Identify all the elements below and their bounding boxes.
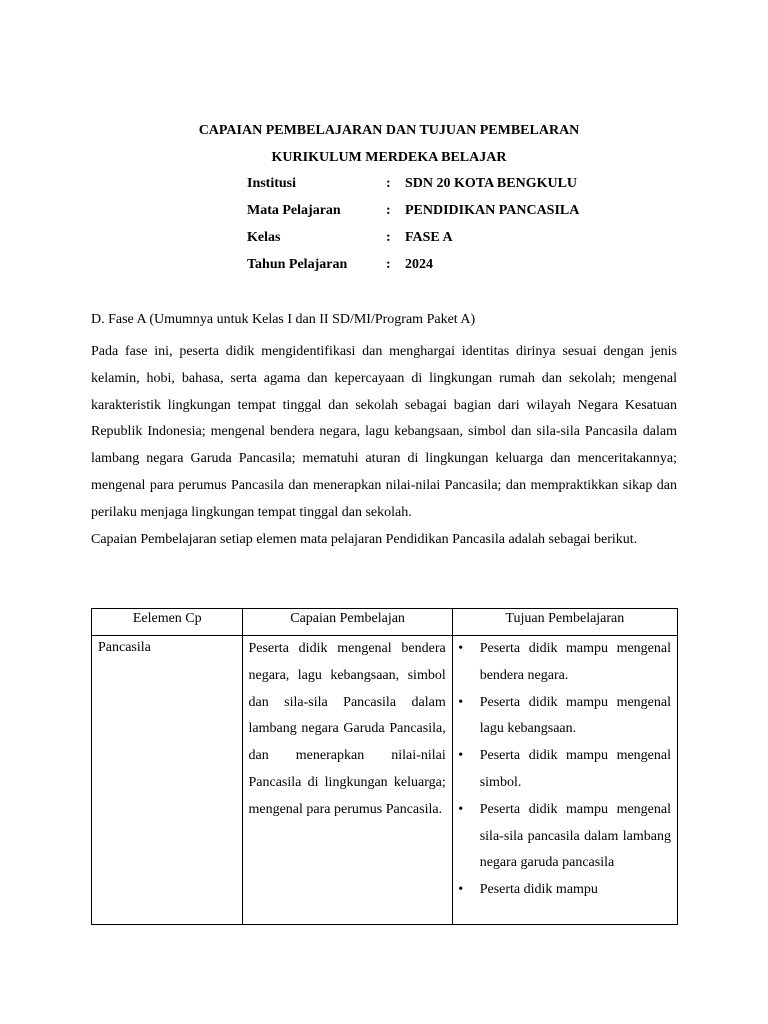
cell-elemen: Pancasila (92, 636, 243, 925)
bullet-icon: • (458, 882, 464, 898)
section-heading: D. Fase A (Umumnya untuk Kelas I dan II SD/MI/Program Paket A) (91, 312, 476, 327)
paragraph: Capaian Pembelajaran setiap elemen mata pelajaran Pendidikan Pancasila adalah sebagai berikut. (91, 531, 638, 547)
info-row-mata-pelajaran (247, 201, 579, 228)
cell-tujuan (452, 636, 677, 925)
info-value: SDN 20 KOTA BENGKULU (405, 176, 578, 191)
column-header-capaian: Capaian Pembelajan (243, 609, 452, 636)
info-colon: : (386, 203, 391, 218)
goal-list (456, 636, 671, 904)
info-value: PENDIDIKAN PANCASILA (405, 203, 580, 218)
info-label: Kelas (247, 230, 281, 245)
document-subtitle: KURIKULUM MERDEKA BELAJAR (271, 150, 507, 165)
info-value: FASE A (405, 230, 453, 245)
table-row (92, 636, 678, 925)
info-colon: : (386, 257, 391, 272)
info-row-tahun-pelajaran (247, 255, 579, 282)
document-title: CAPAIAN PEMBELAJARAN DAN TUJUAN PEMBELARAN (198, 123, 580, 138)
goal-text: Peserta didik mampu mengenal sila-sila pancasila dalam lambang negara garuda pancasila (479, 801, 671, 871)
info-label: Mata Pelajaran (247, 203, 341, 218)
info-row-institusi (247, 174, 579, 201)
column-header-tujuan: Tujuan Pembelajaran (452, 609, 677, 636)
column-header-elemen: Eelemen Cp (92, 609, 243, 636)
goal-text: Peserta didik mampu mengenal lagu kebangsaan. (479, 694, 671, 737)
info-colon: : (386, 230, 391, 245)
bullet-icon: • (458, 694, 464, 710)
bullet-icon: • (458, 641, 464, 656)
info-colon: : (386, 176, 391, 191)
paragraph: Pada fase ini, peserta didik mengidentifikasi dan menghargai identitas dirinya sesuai dengan jenis kelamin, hobi, bahasa, serta agama dan kepercayaan di lingkungan rumah dan sekolah; mengenal karakteristik lingkungan tempat tinggal dan sekolah sebagai bagian dari wilayah Negara Kesatuan Republik Indonesia; mengenal bendera negara, lagu kebangsaan, simbol dan sila-sila Pancasila dalam lambang negara Garuda Pancasila; mematuhi aturan di lingkungan keluarga dan menceritakannya; mengenal para perumus Pancasila dan menerapkan nilai-nilai Pancasila; dan mempraktikkan sikap dan perilaku menjaga lingkungan tempat tinggal dan sekolah. (91, 344, 677, 520)
cp-table (91, 608, 678, 925)
list-item (456, 690, 671, 744)
info-block (247, 174, 579, 282)
goal-text: Peserta didik mampu (479, 882, 598, 898)
list-item (456, 636, 671, 690)
cell-capaian: Peserta didik mengenal bendera negara, lagu kebangsaan, simbol dan sila-sila Pancasila dalam lambang negara Garuda Pancasila, dan menerapkan nilai-nilai Pancasila di lingkungan keluarga; mengenal para perumus Pancasila. (243, 636, 452, 925)
table-header-row (92, 609, 678, 636)
list-item (456, 797, 671, 877)
bullet-icon: • (458, 748, 464, 764)
goal-text: Peserta didik mampu mengenal bendera negara. (479, 641, 671, 683)
list-item (456, 877, 671, 904)
section-body (91, 339, 677, 553)
goal-text: Peserta didik mampu mengenal simbol. (479, 748, 671, 790)
list-item (456, 743, 671, 797)
info-value: 2024 (405, 257, 433, 272)
bullet-icon: • (458, 801, 464, 817)
info-label: Tahun Pelajaran (247, 257, 348, 272)
info-label: Institusi (247, 176, 297, 191)
info-row-kelas (247, 228, 579, 255)
